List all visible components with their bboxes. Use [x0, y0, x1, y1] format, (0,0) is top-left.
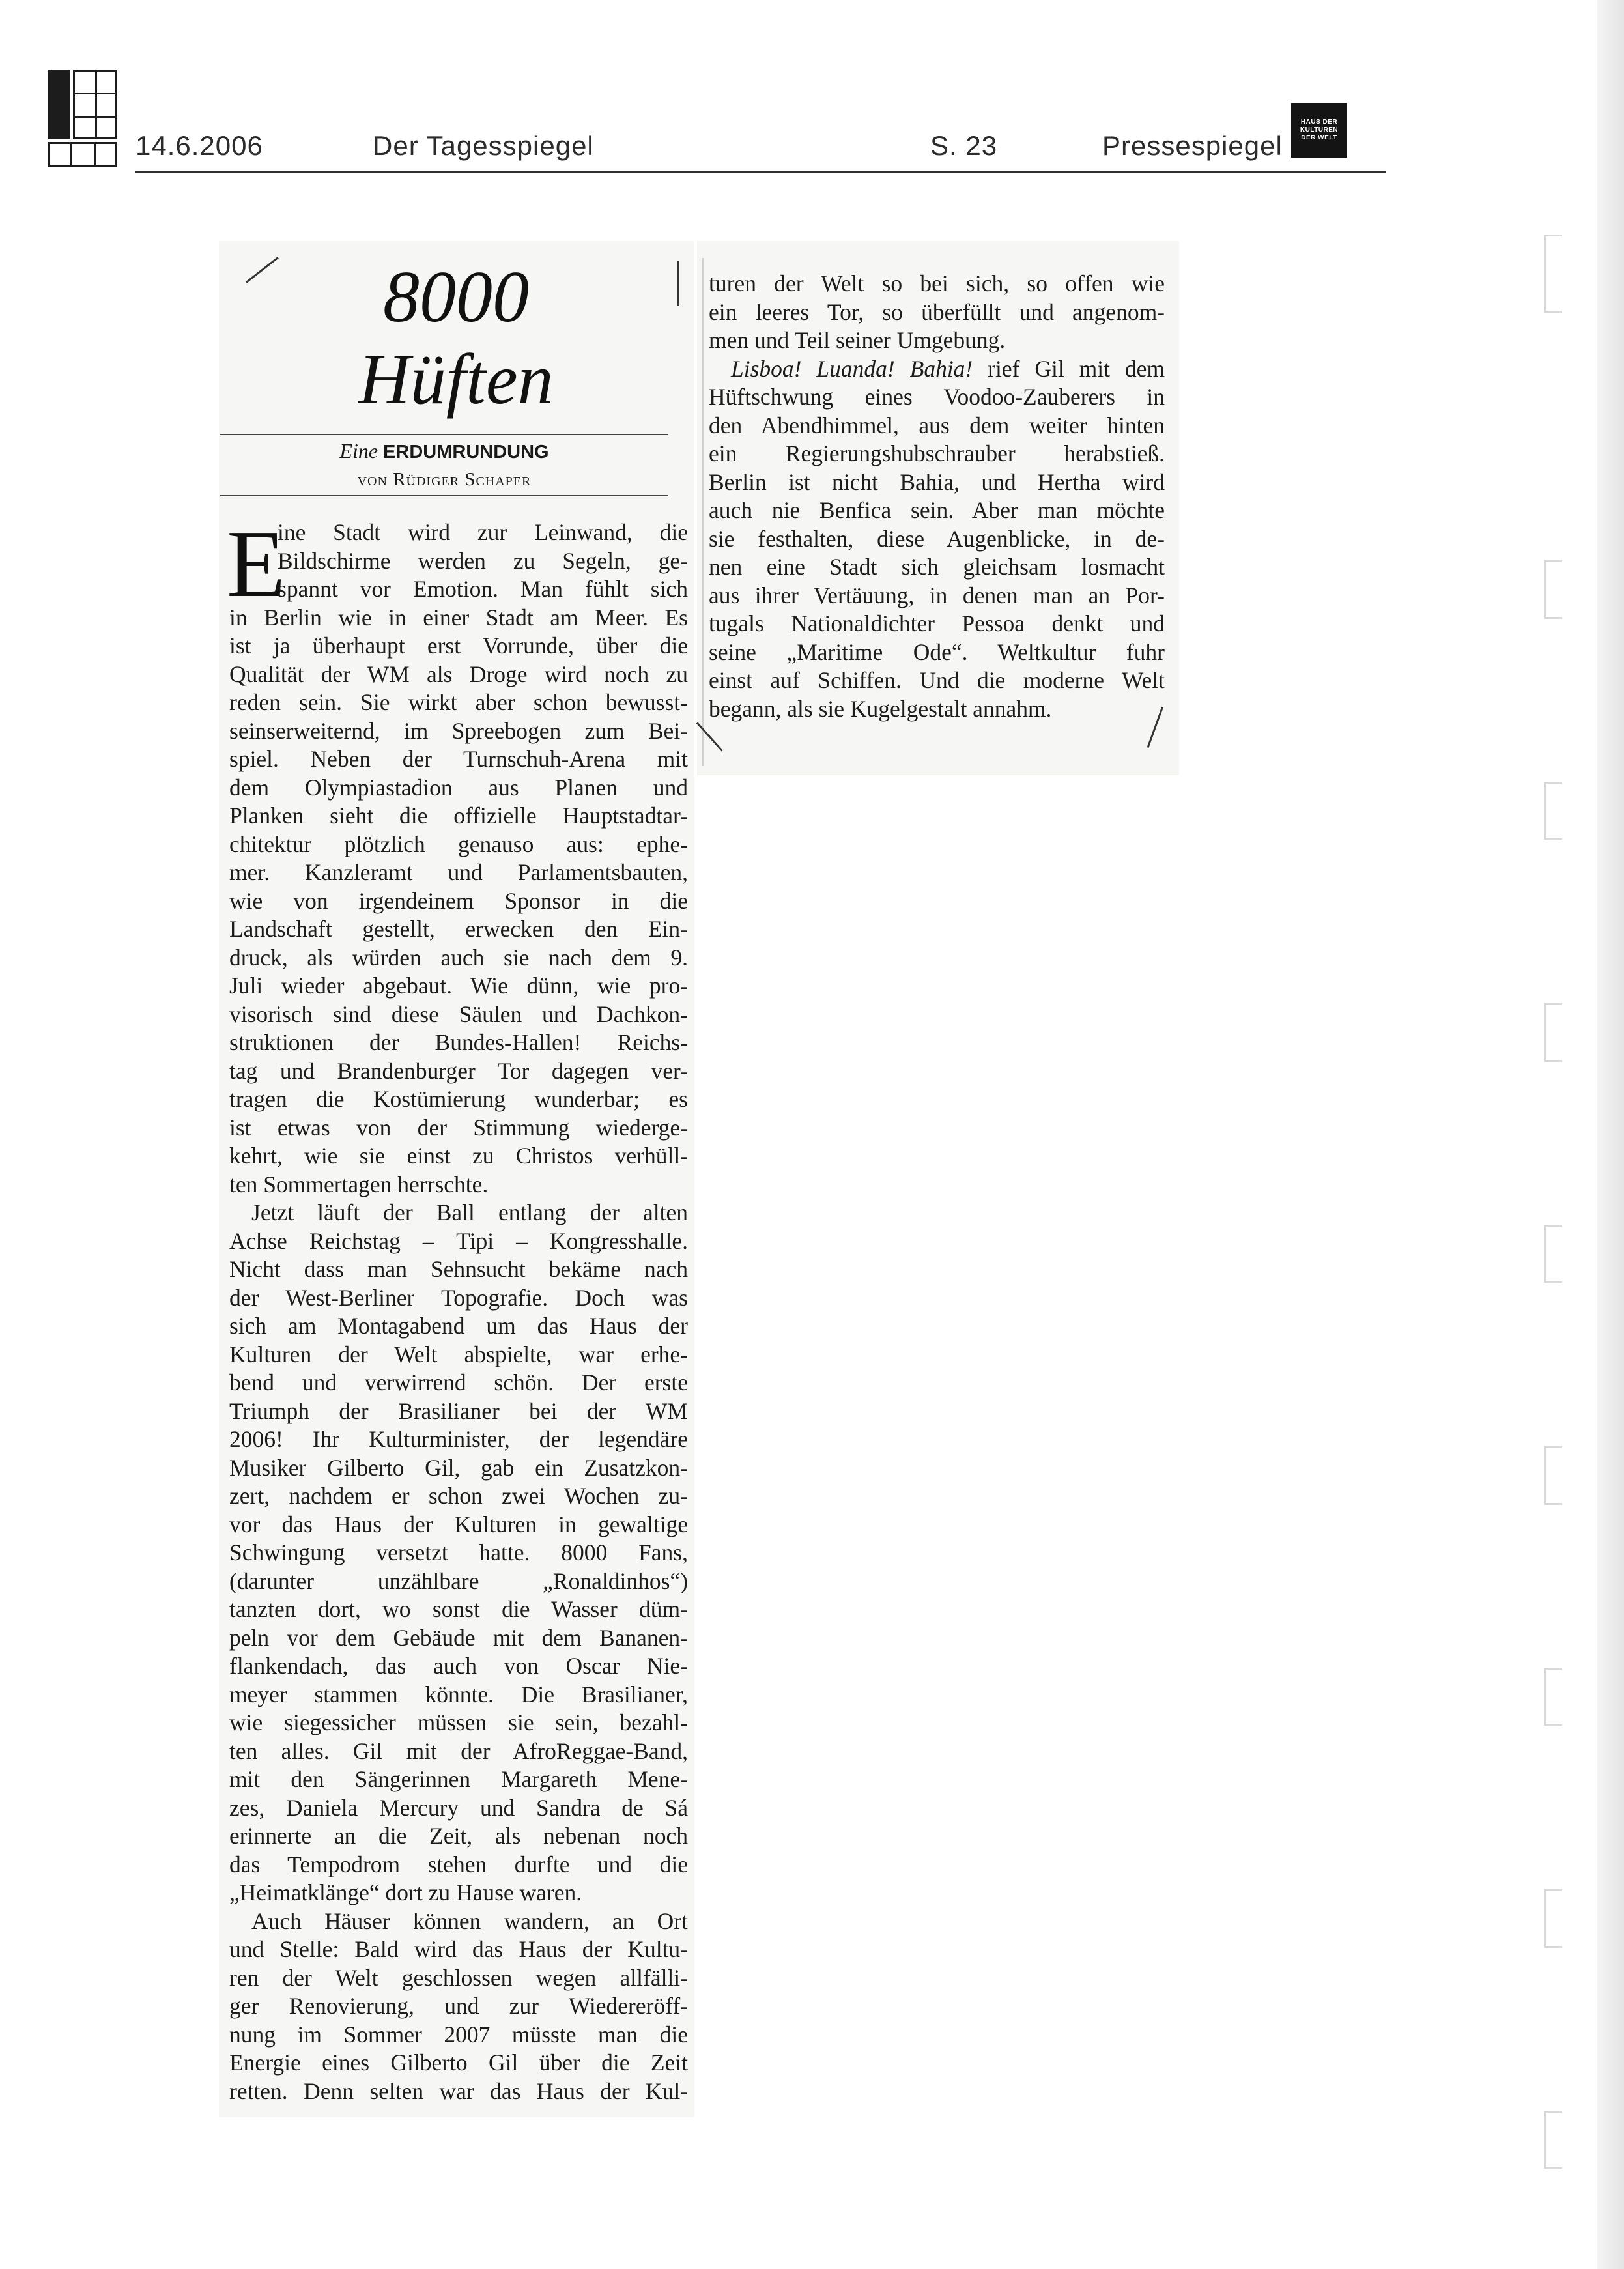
text-line: Planken sieht die offizielle Hauptstadtar-	[229, 803, 688, 829]
text-line: men und Teil seiner Umgebung.	[709, 327, 1006, 353]
text-line: visorisch sind diese Säulen und Dachkon-	[229, 1001, 688, 1027]
headline-word: Hüften	[358, 339, 554, 419]
text-line: Bildschirme werden zu Segeln, ge-	[278, 547, 688, 574]
text-line	[709, 355, 1165, 384]
text-line: Landschaft gestellt, erwecken den Ein-	[229, 916, 688, 942]
text-line: reden sein. Sie wirkt aber schon bewusst-	[229, 689, 688, 715]
text-line: seinserweiternd, im Spreebogen zum Bei-	[229, 717, 688, 744]
byline: von Rüdiger Schaper	[357, 469, 532, 490]
text-line: dem Olympiastadion aus Planen und	[229, 774, 688, 801]
scan-edge-mark	[1544, 2111, 1562, 2169]
drop-cap: E	[227, 511, 286, 618]
headline-number: 8000	[383, 257, 529, 337]
text-line: druck, als würden auch sie nach dem 9.	[229, 944, 688, 971]
text-line: 2006! Ihr Kulturminister, der legendäre	[229, 1426, 688, 1452]
text-line: Auch Häuser können wandern, an Ort	[251, 1907, 688, 1934]
scan-edge-mark	[1544, 1446, 1562, 1505]
text-line: Nicht dass man Sehnsucht bekäme nach	[229, 1256, 688, 1282]
text-line: Berlin ist nicht Bahia, und Hertha wird	[709, 468, 1165, 495]
text-line: Achse Reichstag – Tipi – Kongresshalle.	[229, 1227, 688, 1254]
text-line: Qualität der WM als Droge wird noch zu	[229, 661, 688, 687]
text-line: turen der Welt so bei sich, so offen wie	[709, 270, 1165, 296]
text-line: wie von irgendeinem Sponsor in die	[229, 887, 688, 914]
text-line: ist ja überhaupt erst Vorrunde, über die	[229, 633, 688, 659]
text-line: peln vor dem Gebäude mit dem Bananen-	[229, 1624, 688, 1651]
text-line: auch nie Benfica sein. Aber man möchte	[709, 497, 1165, 523]
text-line: vor das Haus der Kulturen in gewaltige	[229, 1511, 688, 1537]
column-divider	[702, 258, 704, 766]
text-line: mer. Kanzleramt und Parlamentsbauten,	[229, 859, 688, 885]
text-line: ine Stadt wird zur Leinwand, die	[278, 519, 688, 545]
text-line: retten. Denn selten war das Haus der Kul-	[229, 2077, 688, 2104]
scan-edge-mark	[1544, 1225, 1562, 1283]
column-divider-mark	[677, 261, 679, 306]
text-line: ten Sommertagen herrschte.	[229, 1171, 489, 1197]
text-line: wie siegessicher müssen sie sein, bezahl-	[229, 1709, 688, 1735]
text-line: „Heimatklänge“ dort zu Hause waren.	[229, 1879, 582, 1905]
text-line: sich am Montagabend um das Haus der	[229, 1313, 688, 1339]
text-line: begann, als sie Kugelgestalt annahm.	[709, 695, 1052, 722]
text-line: spannt vor Emotion. Man fühlt sich	[278, 576, 688, 602]
scan-edge-mark	[1544, 782, 1562, 840]
header-rule	[135, 171, 1386, 173]
text-line: ein Regierungshubschrauber herabstieß.	[709, 440, 1165, 466]
header-page: S. 23	[930, 130, 998, 161]
text-line: ist etwas von der Stimmung wiederge-	[229, 1114, 688, 1141]
text-line: und Stelle: Bald wird das Haus der Kultu-	[229, 1936, 688, 1962]
text-line: einst auf Schiffen. Und die moderne Welt	[709, 667, 1165, 693]
text-line: ein leeres Tor, so überfüllt und angenom-	[709, 298, 1165, 325]
text-line: Kulturen der Welt abspielte, war erhe-	[229, 1341, 688, 1367]
text-line: kehrt, wie sie einst zu Christos verhüll-	[229, 1143, 688, 1169]
text-line: Schwingung versetzt hatte. 8000 Fans,	[229, 1539, 688, 1565]
scan-edge-mark	[1544, 235, 1562, 313]
text-line: Triumph der Brasilianer bei der WM	[229, 1397, 688, 1424]
text-line: chitektur plötzlich genauso aus: ephe-	[229, 831, 688, 857]
text-line: seine „Maritime Ode“. Weltkultur fuhr	[709, 638, 1165, 665]
header-section: Pressespiegel	[1102, 130, 1283, 161]
text-line: spiel. Neben der Turnschuh-Arena mit	[229, 746, 688, 772]
text-line: zert, nachdem er schon zwei Wochen zu-	[229, 1483, 688, 1509]
text-line: sie festhalten, diese Augenblicke, in de-	[709, 525, 1165, 552]
text-line: ger Renovierung, und zur Wiedereröff-	[229, 1993, 688, 2019]
header-date: 14.6.2006	[135, 130, 263, 161]
text-line: Hüftschwung eines Voodoo-Zauberers in	[709, 384, 1165, 410]
text-line: struktionen der Bundes-Hallen! Reichs-	[229, 1029, 688, 1055]
article-column-2	[709, 270, 1165, 723]
text-line: tragen die Kostümierung wunderbar; es	[229, 1086, 688, 1112]
text-line: meyer stammen könnte. Die Brasilianer,	[229, 1681, 688, 1707]
haus-der-kulturen-logo: HAUS DER KULTUREN DER WELT	[1291, 103, 1347, 158]
text-line: das Tempodrom stehen durfte und die	[229, 1851, 688, 1877]
text-fragment: rief Gil mit dem	[973, 355, 1165, 382]
italic-phrase: Lisboa! Luanda! Bahia!	[731, 355, 973, 382]
text-line: erinnerte an die Zeit, als nebenan noch	[229, 1823, 688, 1849]
scan-edge-mark	[1544, 1889, 1562, 1948]
scan-edge-mark	[1544, 1668, 1562, 1726]
scan-edge-mark	[1544, 560, 1562, 619]
text-line: ren der Welt geschlossen wegen allfälli-	[229, 1964, 688, 1991]
archive-grid-logo	[48, 70, 117, 167]
text-line: flankendach, das auch von Oscar Nie-	[229, 1653, 688, 1679]
header-source: Der Tagesspiegel	[373, 130, 594, 161]
text-line: Musiker Gilberto Gil, gab ein Zusatzkon-	[229, 1454, 688, 1481]
kicker	[220, 438, 668, 465]
scan-edge	[1597, 0, 1624, 2269]
text-line: aus ihrer Vertäuung, in denen man an Por-	[709, 582, 1165, 608]
byline-rule	[220, 495, 668, 496]
text-line: tugals Nationaldichter Pessoa denkt und	[709, 610, 1165, 636]
kicker-prefix: Eine	[339, 439, 378, 463]
text-line: bend und verwirrend schön. Der erste	[229, 1369, 688, 1395]
text-line: der West-Berliner Topografie. Doch was	[229, 1284, 688, 1311]
kicker-main: ERDUMRUNDUNG	[383, 442, 549, 463]
article-column-1	[227, 511, 688, 2105]
text-line: zes, Daniela Mercury und Sandra de Sá	[229, 1794, 688, 1821]
text-line: nung im Sommer 2007 müsste man die	[229, 2021, 688, 2048]
text-line: den Abendhimmel, aus dem weiter hinten	[709, 412, 1165, 438]
text-line: Jetzt läuft der Ball entlang der alten	[251, 1199, 688, 1225]
scan-edge-mark	[1544, 1003, 1562, 1062]
text-line: tag und Brandenburger Tor dagegen ver-	[229, 1057, 688, 1084]
text-line: Juli wieder abgebaut. Wie dünn, wie pro-	[229, 973, 688, 999]
text-line: in Berlin wie in einer Stadt am Meer. Es	[229, 604, 688, 631]
text-line: Energie eines Gilberto Gil über die Zeit	[229, 2049, 688, 2076]
text-line: mit den Sängerinnen Margareth Mene-	[229, 1766, 688, 1792]
text-line: ten alles. Gil mit der AfroReggae-Band,	[229, 1737, 688, 1764]
text-line: (darunter unzählbare „Ronaldinhos“)	[229, 1567, 688, 1594]
headline-rule	[220, 434, 668, 435]
text-line: tanzten dort, wo sonst die Wasser düm-	[229, 1596, 688, 1622]
text-line: nen eine Stadt sich gleichsam losmacht	[709, 554, 1165, 580]
